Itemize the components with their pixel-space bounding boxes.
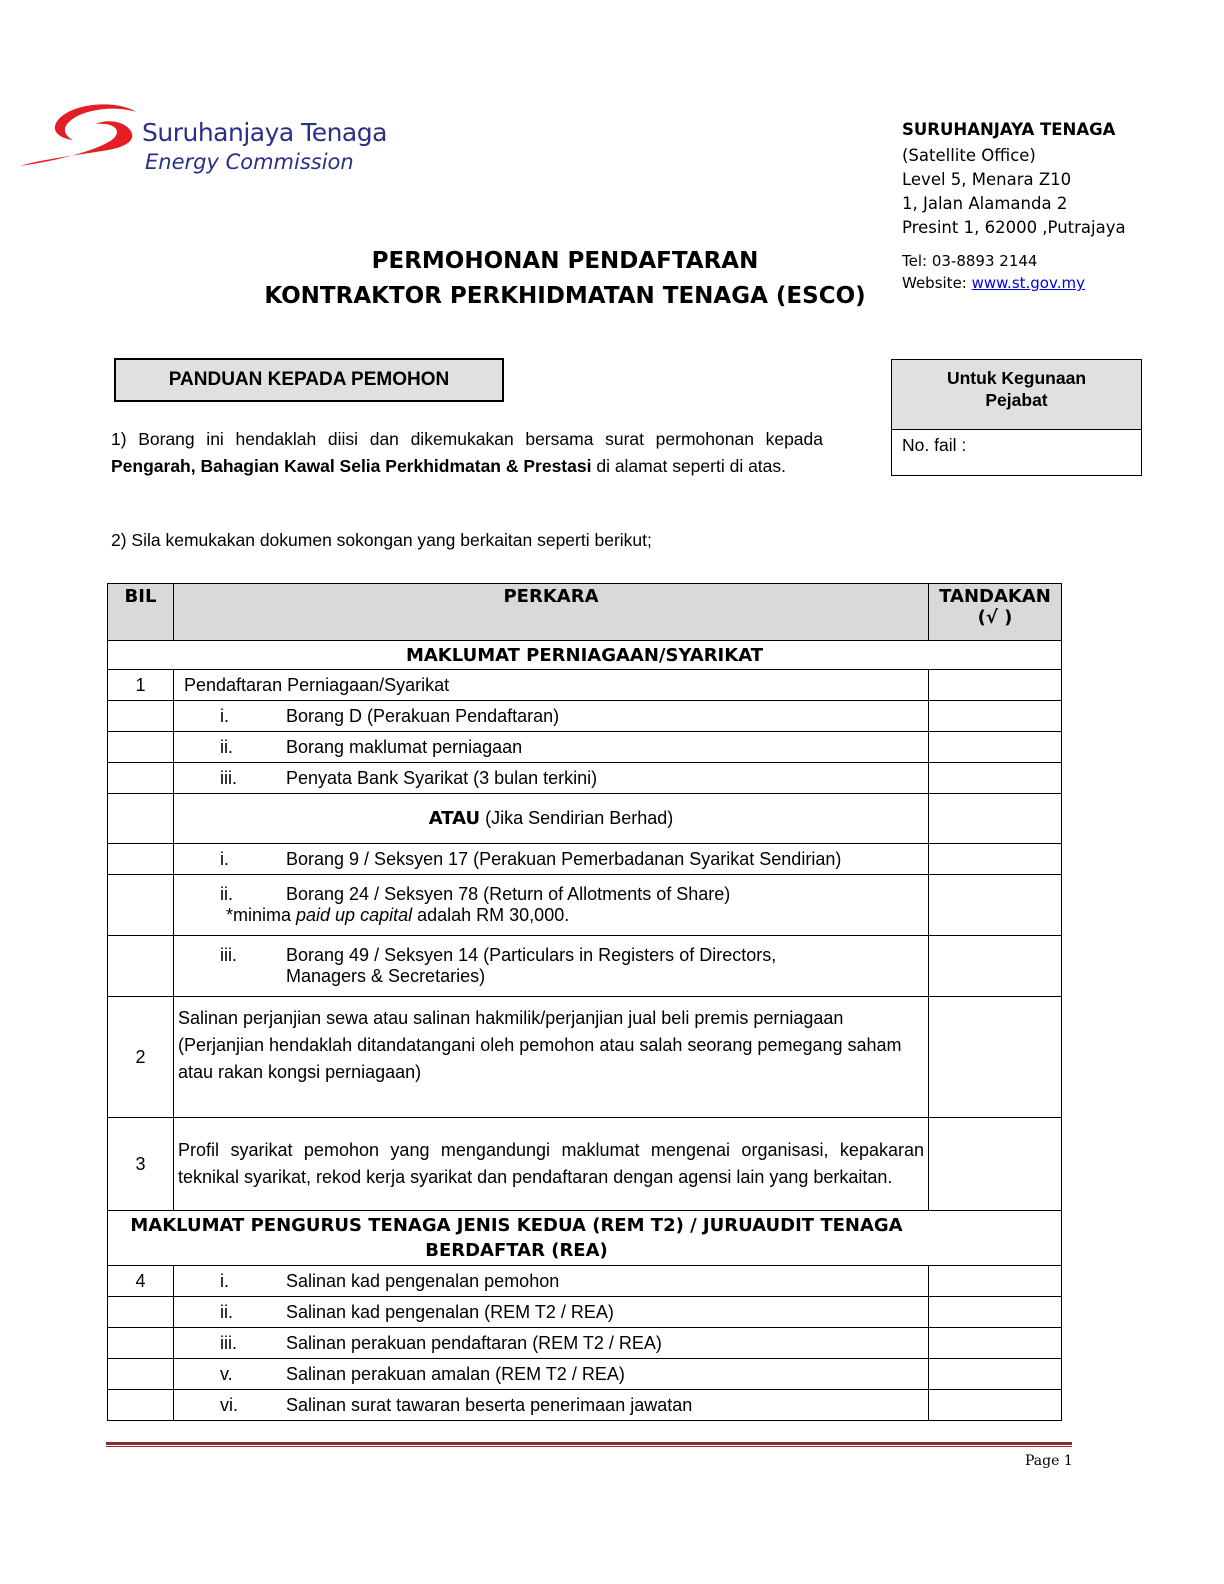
tick-cell[interactable] <box>929 1266 1062 1297</box>
address-line-1: Level 5, Menara Z10 <box>902 170 1072 189</box>
page-number: Page 1 <box>1025 1453 1073 1469</box>
tick-cell[interactable] <box>929 936 1062 997</box>
table-row: 4 i. Salinan kad pengenalan pemohon <box>108 1266 1062 1297</box>
office-use-heading: Untuk Kegunaan Pejabat <box>892 360 1141 430</box>
address-line-2: 1, Jalan Alamanda 2 <box>902 194 1068 213</box>
tick-cell[interactable] <box>929 763 1062 794</box>
table-row: iii. Borang 49 / Seksyen 14 (Particulars in Registers of Directors, Managers & Secretaries) <box>108 936 1062 997</box>
table-row: iii. Penyata Bank Syarikat (3 bulan terkini) <box>108 763 1062 794</box>
addressee: Pengarah, Bahagian Kawal Selia Perkhidmatan & Prestasi <box>111 456 592 476</box>
tick-cell[interactable] <box>929 844 1062 875</box>
table-row: i. Borang D (Perakuan Pendaftaran) <box>108 701 1062 732</box>
table-row: v. Salinan perakuan amalan (REM T2 / REA) <box>108 1359 1062 1390</box>
tick-cell[interactable] <box>929 732 1062 763</box>
tick-cell[interactable] <box>929 1328 1062 1359</box>
table-row: iii. Salinan perakuan pendaftaran (REM T2 / REA) <box>108 1328 1062 1359</box>
tick-cell[interactable] <box>929 875 1062 936</box>
tick-cell[interactable] <box>929 997 1062 1118</box>
address-line-3: Presint 1, 62000 ,Putrajaya <box>902 218 1126 237</box>
tick-cell[interactable] <box>929 1297 1062 1328</box>
table-row: ii. Borang 24 / Seksyen 78 (Return of Allotments of Share) *minima paid up capital adalah RM 30,000. <box>108 875 1062 936</box>
section-energy-manager-info: MAKLUMAT PENGURUS TENAGA JENIS KEDUA (REM T2) / JURUAUDIT TENAGA BERDAFTAR (REA) <box>108 1211 1062 1266</box>
title-line-2: KONTRAKTOR PERKHIDMATAN TENAGA (ESCO) <box>264 283 866 309</box>
footer-divider-thin <box>106 1446 1072 1447</box>
logo-swoosh-icon <box>18 100 148 180</box>
table-row <box>108 997 1062 1118</box>
header-perkara: PERKARA <box>174 584 929 641</box>
instruction-1: 1) Borang ini hendaklah diisi dan dikemukakan bersama surat permohonan kepada Pengarah, Bahagian Kawal Selia Perkhidmatan & Prestasi di alamat seperti di atas. <box>111 429 823 476</box>
table-row: ii. Salinan kad pengenalan (REM T2 / REA) <box>108 1297 1062 1328</box>
website-link[interactable]: www.st.gov.my <box>971 274 1085 292</box>
title-line-1: PERMOHONAN PENDAFTARAN <box>371 248 759 274</box>
row-text: Salinan perjanjian sewa atau salinan hakmilik/perjanjian jual beli premis perniagaan (Perjanjian hendaklah ditandatangani oleh pemohon atau salah seorang pemegang saham atau rakan kongsi perniagaan) <box>174 997 929 1118</box>
table-row: ii. Borang maklumat perniagaan <box>108 732 1062 763</box>
tick-cell[interactable] <box>929 670 1062 701</box>
guide-heading-box <box>114 358 504 402</box>
telephone: Tel: 03-8893 2144 <box>902 252 1038 270</box>
table-header-row <box>108 584 1062 641</box>
tick-cell[interactable] <box>929 1359 1062 1390</box>
header-tandakan: TANDAKAN (√ ) <box>929 584 1062 641</box>
instruction-2: 2) Sila kemukakan dokumen sokongan yang berkaitan seperti berikut; <box>111 530 652 550</box>
document-checklist-table <box>107 583 1062 1421</box>
tick-cell[interactable] <box>929 1390 1062 1421</box>
row-bil: 1 <box>108 670 174 701</box>
tick-cell[interactable] <box>929 701 1062 732</box>
tick-cell[interactable] <box>929 794 1062 844</box>
row-text: Profil syarikat pemohon yang mengandungi maklumat mengenai organisasi, kepakaran teknikal syarikat, rekod kerja syarikat dan pendaftaran dengan agensi lain yang berkaitan. <box>174 1118 929 1211</box>
footer-divider <box>106 1442 1072 1445</box>
energy-commission-logo <box>18 100 398 180</box>
document-title <box>160 244 970 314</box>
file-number-field[interactable]: No. fail : <box>902 435 967 455</box>
guide-heading: PANDUAN KEPADA PEMOHON <box>168 369 450 390</box>
office-use-box <box>891 359 1142 476</box>
logo-name-english: Energy Commission <box>145 150 354 174</box>
office-type: (Satellite Office) <box>902 146 1036 165</box>
website-label: Website: <box>902 274 972 292</box>
row-bil: 3 <box>108 1118 174 1211</box>
logo-name-malay: Suruhanjaya Tenaga <box>142 118 387 147</box>
row-bil: 2 <box>108 997 174 1118</box>
tick-cell[interactable] <box>929 1118 1062 1211</box>
org-name: SURUHANJAYA TENAGA <box>902 120 1116 139</box>
row-bil: 4 <box>108 1266 174 1297</box>
table-row: vi. Salinan surat tawaran beserta penerimaan jawatan <box>108 1390 1062 1421</box>
table-row <box>108 1118 1062 1211</box>
row-text: Pendaftaran Perniagaan/Syarikat <box>174 670 929 701</box>
table-row <box>108 670 1062 701</box>
header-bil: BIL <box>108 584 174 641</box>
table-row: i. Borang 9 / Seksyen 17 (Perakuan Pemerbadanan Syarikat Sendirian) <box>108 844 1062 875</box>
table-row-atau: ATAU (Jika Sendirian Berhad) <box>108 794 1062 844</box>
section-business-info: MAKLUMAT PERNIAGAAN/SYARIKAT <box>108 641 1062 670</box>
